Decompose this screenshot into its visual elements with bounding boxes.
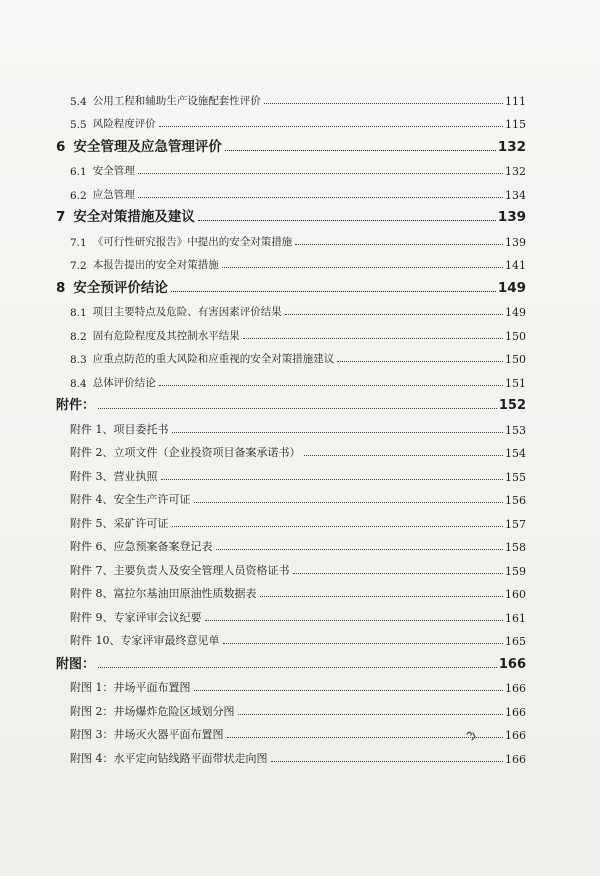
toc-entry-6-2[interactable] [56,178,526,202]
toc-entry-page: 150 [505,353,526,366]
toc-entry-8-1[interactable] [56,296,526,320]
dot-leader [227,737,504,738]
dot-leader [161,479,504,480]
toc-entry-title: 固有危险程度及其控制水平结果 [92,329,240,342]
toc-entry-5-4[interactable] [56,84,526,108]
dot-leader [216,549,504,550]
toc-figures-page: 166 [498,656,526,672]
toc-entry-title: 本报告提出的安全对策措施 [92,259,219,271]
dot-leader [138,173,503,174]
toc-annex-item-page: 159 [505,564,526,578]
toc-entry-number: 6.2 [70,189,87,202]
dot-leader [304,455,504,456]
dot-leader [243,338,503,339]
toc-entry-page: 150 [505,329,526,343]
dot-leader [223,643,504,644]
toc-annex-item-title: 附件 4、安全生产许可证 [70,493,191,506]
toc-annex-item-title: 附件 2、立项文件（企业投资项目备案承诺书） [70,446,301,459]
table-of-contents [56,84,526,766]
toc-annex-item-title: 附件 7、主要负责人及安全管理人员资格证书 [70,563,290,577]
toc-entry-number: 6.1 [70,166,87,178]
toc-entry-title: 公用工程和辅助生产设施配套性评价 [92,94,261,107]
toc-annex-item-page: 158 [505,541,526,554]
toc-annex-item-title: 附件 5、采矿许可证 [70,516,169,530]
toc-figure-item-title: 附图 3：井场灭火器平面布置图 [70,728,224,741]
toc-entry-8-2[interactable] [56,319,526,343]
dot-leader [337,361,503,362]
toc-annex-item-10[interactable] [56,625,526,649]
toc-entry-title: 总体评价结论 [92,376,156,389]
toc-entry-8-4[interactable] [56,366,526,390]
toc-figure-item-4[interactable] [56,742,526,766]
dot-leader [260,596,504,597]
toc-figure-item-title: 附图 1：井场平面布置图 [70,681,191,694]
dot-leader [264,103,503,104]
toc-annex-item-title: 附件 8、富拉尔基油田原油性质数据表 [70,587,257,600]
toc-figure-item-title: 附图 2：井场爆炸危险区域划分图 [70,704,235,718]
toc-entry-page: 111 [505,94,526,108]
toc-annex-item-1[interactable] [56,413,526,437]
toc-entry-number: 7.2 [70,260,87,272]
toc-annex-item-page: 165 [505,635,526,648]
toc-annex-item-2[interactable] [56,437,526,461]
toc-chapter-page: 132 [497,138,526,155]
toc-entry-page: 132 [505,165,526,178]
toc-annex-item-6[interactable] [56,531,526,555]
toc-figure-item-1[interactable] [56,672,526,696]
toc-chapter-number: 6 [56,138,66,155]
toc-entry-title: 应急管理 [92,188,135,201]
dot-leader [238,714,504,715]
toc-annex-item-title: 附件 3、营业执照 [70,469,158,483]
toc-entry-page: 149 [505,306,526,319]
toc-figure-item-title: 附图 4：水平定向钻线路平面带状走向图 [70,751,268,765]
toc-entry-title: 风险程度评价 [92,118,156,130]
dot-leader [98,408,497,409]
pen-mark-scribble [464,728,480,744]
toc-chapter-6[interactable] [56,131,526,155]
toc-chapter-page: 139 [497,209,526,225]
toc-chapter-number: 8 [56,279,66,296]
toc-annex-item-3[interactable] [56,460,526,484]
toc-entry-number: 8.3 [70,354,87,366]
toc-annex-item-4[interactable] [56,484,526,508]
toc-entry-number: 8.1 [70,307,87,319]
dot-leader [198,220,496,221]
toc-annex-item-title: 附件 10、专家评审最终意见单 [70,634,220,647]
toc-figure-item-2[interactable] [56,695,526,719]
toc-figure-item-3[interactable] [56,719,526,743]
dot-leader [194,690,504,691]
toc-annex-item-title: 附件 9、专家评审会议纪要 [70,610,202,624]
dot-leader [159,126,503,127]
toc-entry-6-1[interactable] [56,155,526,179]
toc-annex-item-page: 156 [505,494,526,507]
toc-entry-page: 134 [505,188,526,202]
toc-chapter-page: 149 [497,279,526,296]
dot-leader [159,385,503,386]
dot-leader [172,526,504,527]
dot-leader [205,620,504,621]
dot-leader [138,197,503,198]
toc-annex-title: 附件： [56,398,96,413]
dot-leader [293,573,504,574]
toc-entry-page: 141 [505,259,526,272]
toc-chapter-title: 安全对策措施及建议 [73,209,195,225]
toc-chapter-title: 安全管理及应急管理评价 [73,138,222,155]
toc-annex-item-title: 附件 6、应急预案备案登记表 [70,540,213,553]
toc-annex-heading[interactable] [56,390,526,414]
dot-leader [98,667,497,668]
toc-entry-number: 7.1 [70,236,87,249]
dot-leader [171,291,496,292]
toc-entry-number: 8.2 [70,330,87,343]
dot-leader [271,761,504,762]
toc-entry-number: 8.4 [70,377,87,390]
toc-annex-item-page: 160 [505,588,526,601]
toc-annex-item-page: 157 [505,517,526,531]
toc-figures-title: 附图： [56,656,96,672]
toc-annex-item-page: 155 [505,470,526,484]
dot-leader [295,244,503,245]
toc-figure-item-page: 166 [505,729,526,742]
toc-chapter-7[interactable] [56,202,526,226]
toc-entry-7-2[interactable] [56,249,526,273]
toc-entry-title: 安全管理 [92,165,135,177]
dot-leader [172,432,504,433]
toc-annex-item-7[interactable] [56,554,526,578]
toc-chapter-title: 安全预评价结论 [73,279,168,296]
toc-chapter-number: 7 [56,209,66,225]
toc-entry-number: 5.4 [70,95,87,108]
toc-chapter-8[interactable] [56,272,526,296]
toc-annex-page: 152 [498,398,526,413]
toc-entry-page: 151 [505,376,526,390]
toc-figure-item-page: 166 [505,682,526,695]
toc-entry-title: 应重点防范的重大风险和应重视的安全对策措施建议 [92,353,335,365]
toc-figure-item-page: 166 [505,752,526,766]
toc-annex-item-8[interactable] [56,578,526,602]
toc-entry-7-1[interactable] [56,225,526,249]
toc-annex-item-5[interactable] [56,507,526,531]
toc-entry-number: 5.5 [70,119,87,131]
toc-entry-5-5[interactable] [56,108,526,132]
dot-leader [285,314,503,315]
toc-entry-8-3[interactable] [56,343,526,367]
toc-annex-item-title: 附件 1、项目委托书 [70,422,169,436]
dot-leader [194,502,504,503]
toc-figure-item-page: 166 [505,705,526,719]
toc-figures-heading[interactable] [56,648,526,672]
toc-entry-page: 139 [505,235,526,249]
toc-entry-page: 115 [505,118,526,131]
toc-annex-item-page: 154 [505,447,526,460]
toc-annex-item-9[interactable] [56,601,526,625]
toc-annex-item-page: 161 [505,611,526,625]
toc-entry-title: 项目主要特点及危险、有害因素评价结果 [92,306,282,318]
dot-leader [222,267,503,268]
toc-annex-item-page: 153 [505,423,526,437]
dot-leader [225,150,496,151]
toc-entry-title: 《可行性研究报告》中提出的安全对策措施 [92,235,293,248]
